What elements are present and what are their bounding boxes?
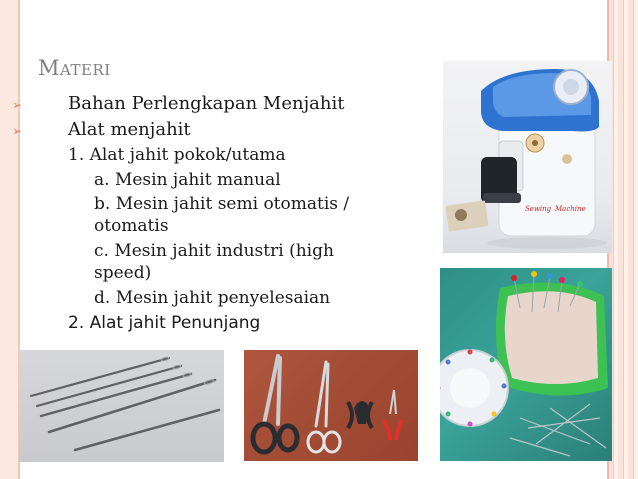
list-item: c. Mesin jahit industri (high — [94, 241, 334, 261]
svg-text:Machine: Machine — [555, 205, 586, 213]
scissors-photo — [244, 350, 418, 461]
slide-title: Materi — [38, 56, 111, 80]
list-item: speed) — [94, 263, 152, 283]
list-item: a. Mesin jahit manual — [94, 170, 281, 190]
list-item: otomatis — [94, 216, 169, 236]
sewing-machine-photo — [443, 61, 612, 253]
arrow-bullet-icon: ➢ — [12, 98, 23, 112]
list-item: Alat menjahit — [68, 119, 191, 140]
list-item: 2. Alat jahit Penunjang — [68, 313, 261, 333]
list-item: 1. Alat jahit pokok/utama — [68, 145, 286, 165]
list-item: Bahan Perlengkapan Menjahit — [68, 93, 345, 114]
needles-photo — [19, 350, 224, 462]
list-item: b. Mesin jahit semi otomatis / — [94, 194, 350, 214]
pincushion-photo — [440, 268, 612, 461]
right-decorative-band — [608, 0, 638, 479]
arrow-bullet-icon: ➢ — [12, 124, 23, 138]
list-item: d. Mesin jahit penyelesaian — [94, 288, 331, 308]
svg-text:Sewing: Sewing — [525, 205, 552, 213]
left-decorative-band — [0, 0, 18, 479]
